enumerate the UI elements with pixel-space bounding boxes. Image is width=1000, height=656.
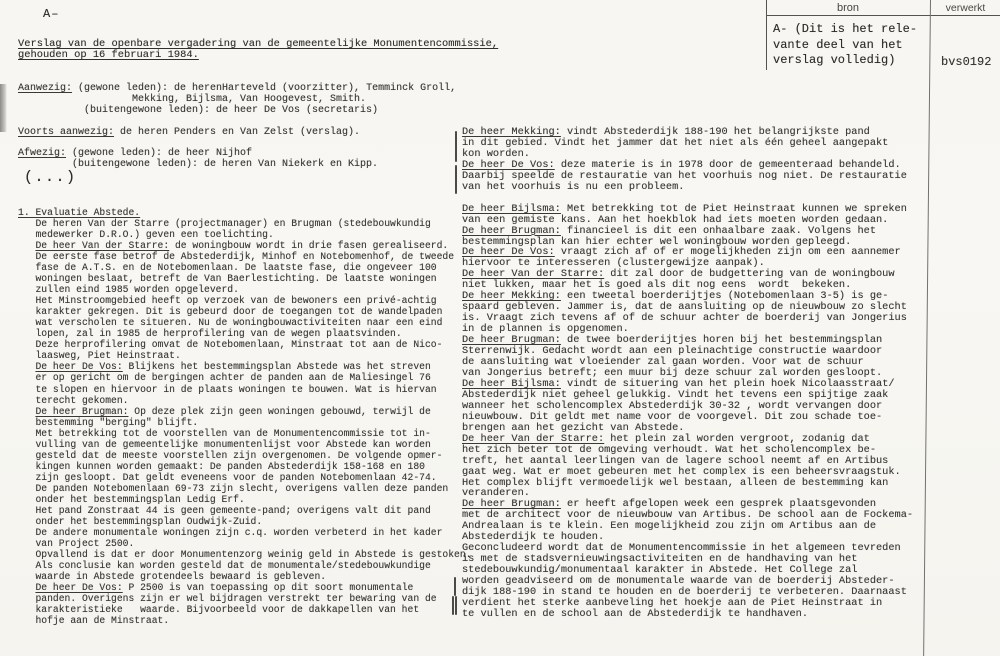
text-line: De heer Brugman: financieel is dit een onhaalbare zaak. Volgens het xyxy=(462,224,877,237)
text-line: er op gericht om de bergingen achter de panden aan de Maliesingel 76 xyxy=(18,372,431,384)
text-line: vante deel van het xyxy=(773,37,903,52)
text-line: is. Vraagt zich tevens af of de schuur achter de boerderij van Jongerius xyxy=(462,312,907,325)
text-line: Andrealaan is te klein. Een mogelijkheid zou zijn om Artibus aan de xyxy=(462,520,877,533)
text-line: A- (Dit is het rele- xyxy=(773,22,918,36)
text-line: nieuwbouw. Dit geldt met name voor de voorgevel. Dit zou schade toe- xyxy=(462,410,883,423)
text-line: onder het bestemmingsplan Oudwijk-Zuid. xyxy=(18,515,263,527)
text-line: het zich beter tot de omgeving verhoudt. Wat het scholencomplex be- xyxy=(462,443,877,456)
text-line: terecht gekomen. xyxy=(18,394,129,406)
text-line: Sterrenwijk. Gedacht wordt aan een pleinachtige constructie waardoor xyxy=(462,345,883,358)
text-line: zijn gesloopt. Dat geldt eveneens voor de panden Notebomenlaan 42-74. xyxy=(18,471,437,483)
margin-pen-mark xyxy=(455,131,457,162)
text-line: met de architect voor de nieuwbouw van Artibus. De school aan de Fockema- xyxy=(462,509,914,522)
text-line: De heer Van der Starre: de woningbouw wordt in drie fasen gerealiseerd. xyxy=(35,240,449,252)
text-line: van een gemiste kans. Aan het hoekblok had iets moeten worden gedaan. xyxy=(462,213,889,226)
text-line: bestemmingsplan kan hier echter wel woningbouw worden gepleegd. xyxy=(462,235,852,248)
text-line: hiervoor te interesseren (clustergewijze aanpak). xyxy=(462,257,765,270)
text-line: De heer Mekking: vindt Abstederdijk 188-190 het belangrijkste pand xyxy=(462,126,870,138)
text-line: Het complex blijft vermoedelijk wel bestaan, alleen de bestemming kan xyxy=(462,476,889,489)
text-line: te slopen en hiervoor in de plaats woningen te bouwen. Wat is hiervan xyxy=(18,383,437,395)
text-line: niet lukken, maar het is goed als dit nog eens wordt bekeken. xyxy=(462,279,852,292)
text-line: treft, het aantal leerlingen van de lagere school neemt af en Artibus xyxy=(462,454,889,467)
text-line: worden geadviseerd om de monumentale waarde van de boerderij Absteder- xyxy=(462,575,895,588)
text-line: van Jongerius betreft; een muur bij deze schuur zal worden gesloopt. xyxy=(462,366,883,379)
text-line: Mekking, Bijlsma, Van Hoogevest, Smith. xyxy=(18,93,367,105)
stamp-verwerkt-label: verwerkt xyxy=(945,2,986,14)
text-line: in dit gebied. Vindt het jammer dat het niet als één geheel aangepakt xyxy=(462,136,889,149)
text-line: onder het bestemmingsplan Ledig Erf. xyxy=(18,493,245,505)
text-line: waarde in Abstede grotendeels bewaard is gebleven. xyxy=(18,571,327,583)
text-line: woningen beslaat, betreft de Van Baerlestichting. De laatste woningen xyxy=(18,273,437,285)
margin-pen-mark xyxy=(452,596,454,615)
text-line: is met de stadsvernieuwingsactiviteiten en de handhaving van het xyxy=(462,553,858,566)
text-line: De heer De Vos: deze materie is in 1978 door de gemeenteraad behandeld. xyxy=(462,158,901,171)
document-corner-label: A– xyxy=(43,7,60,21)
text-line: Deze herprofilering omvat de Notebomenlaan, Minstraat tot aan de Nico- xyxy=(18,339,443,351)
text-line: (buitengewone leden): de heren Van Niekerk en Kipp. xyxy=(18,158,379,170)
stamp-note xyxy=(773,22,917,69)
text-line: (buitengewone leden): de heer De Vos (secretaris) xyxy=(18,104,379,116)
text-line: De heer Bijlsma: vindt de situering van het plein hoek Nicolaasstraat/ xyxy=(462,377,895,390)
text-line: De eerste fase betrof de Abstederdijk, Minhof en Notebomenhof, de tweede xyxy=(18,251,455,263)
document-title xyxy=(18,39,498,61)
text-line: De heer Van der Starre: het plein zal worden vergroot, zodanig dat xyxy=(462,432,870,445)
text-line: De heer Mekking: een tweetal boerderijtjes (Notebomenlaan 3-5) is ge- xyxy=(462,290,889,303)
text-line: Voorts aanwezig: de heren Penders en Van Zelst (verslag). xyxy=(18,127,361,138)
text-line: De heer Bijlsma: Met betrekking tot de Piet Heinstraat kunnen we spreken xyxy=(462,202,907,215)
text-line: de aansluiting wat vloeiender zal gaan worden. Voor wat de schuur xyxy=(462,356,864,369)
text-line: van Project 2500. xyxy=(18,537,135,549)
text-line: Aanwezig: (gewone leden): de herenHarteveld (voorzitter), Temminck Groll, xyxy=(18,83,457,94)
stamp-bron-label: bron xyxy=(836,2,860,14)
text-line: karakter gekregen. Dit is gebeurd door de toegangen tot de wandelpaden xyxy=(18,306,443,318)
text-line: Het pand Zonstraat 44 is geen gemeente-pand; overigens valt dit pand xyxy=(18,504,431,516)
attendance-absent xyxy=(18,149,378,171)
margin-pen-mark xyxy=(455,165,457,194)
text-line: De heer Brugman: de twee boerderijtjes horen bij het bestemmingsplan xyxy=(462,334,883,347)
text-line: De andere monumentale woningen zijn c.q. worden verbeterd in het kader xyxy=(18,526,443,538)
text-line: De heer Brugman: er heeft afgelopen week een gesprek plaatsgevonden xyxy=(462,498,877,511)
text-line: 1. Evaluatie Abstede. xyxy=(18,207,141,218)
margin-pen-mark xyxy=(455,596,457,615)
text-line: Met betrekking tot de voorstellen van de Monumentencommissie tot in- xyxy=(18,427,431,439)
text-line: karakteristieke waarde. Bijvoorbeeld voor de dakkapellen van het xyxy=(18,604,420,616)
scan-edge-artifact xyxy=(0,84,7,132)
text-line: Daarbij speelde de restauratie van het voorhuis nog niet. De restauratie xyxy=(462,169,907,182)
text-line: verslag volledig) xyxy=(773,53,896,67)
text-line: dijk 188-190 in stand te houden en de boerderij te verbeteren. Daarnaast xyxy=(462,586,907,599)
text-line: medewerker D.R.O.) geven een toelichting. xyxy=(18,229,274,241)
right-column xyxy=(462,127,932,620)
text-line: Het Minstroomgebied heeft op verzoek van de bewoners een privé-achtig xyxy=(18,295,437,307)
text-line: veranderen. xyxy=(462,487,530,500)
text-line: spaard gebleven. Jammer is, dat de aansluiting op de nieuwbouw zo slecht xyxy=(462,301,907,314)
text-line: gaat weg. Wat er moet gebeuren met het complex is een beheersvraagstuk. xyxy=(462,465,901,478)
text-line: De heer De Vos: P 2500 is van toepassing op dit soort monumentale xyxy=(35,582,414,594)
stamp-divider-horizontal xyxy=(766,15,1000,16)
text-line: hofje aan de Minstraat. xyxy=(18,615,170,627)
text-line: panden. Overigens zijn er wel bijdragen verstrekt ter bewaring van de xyxy=(18,593,437,605)
text-line: Abstederdijk niet geheel gelukkig. Vindt het tevens een spijtige zaak xyxy=(462,388,889,401)
text-line: gehouden op 16 februari 1984. xyxy=(18,49,199,62)
text-line: Abstederdijk te houden. xyxy=(462,531,605,544)
ellipsis-mark: (...) xyxy=(24,169,77,186)
text-line: wanneer het scholencomplex Abstederdijk 30-32 , wordt vervangen door xyxy=(462,399,883,412)
text-line: De heer De Vos: vraagt zich af of er mogelijkheden zijn om een aannemer xyxy=(462,246,901,259)
text-line: te vullen en de school aan de Abstederdijk te handhaven. xyxy=(462,607,809,620)
text-line: fase de A.T.S. en de Notebomenlaan. De laatste fase, die ongeveer 100 xyxy=(18,262,437,274)
text-line: laasweg, Piet Heinstraat. xyxy=(18,350,181,362)
margin-pen-mark xyxy=(454,577,456,596)
text-line: verdient het sterke aanbeveling het hoekje aan de Piet Heinstraat in xyxy=(462,596,883,609)
text-line: brengen aan het gezicht van Abstede. xyxy=(462,421,685,434)
text-line: wat verscholen te situeren. Nu de woningbouwactiviteiten naar een eind xyxy=(18,317,443,329)
text-line: De heer Van der Starre: dit zal door de budgettering van de woningbouw xyxy=(462,268,895,281)
text-line: zullen eind 1985 worden opgeleverd. xyxy=(18,284,239,296)
text-line: De panden Notebomenlaan 69-73 zijn slecht, overigens vallen deze panden xyxy=(18,482,449,494)
text-line: De heren Van der Starre (projectmanager) en Brugman (stedebouwkundig xyxy=(18,218,431,230)
text-line: gesteld dat de meeste voorstellen zijn overgenomen. De volgende opmer- xyxy=(18,449,443,461)
text-line: Afwezig: (gewone leden): de heer Nijhof xyxy=(18,148,253,159)
text-line: Opvallend is dat er door Monumentenzorg weinig geld in Abstede is gestoken. xyxy=(18,548,472,560)
text-line: in de plannen is opgenomen. xyxy=(462,323,629,336)
left-column xyxy=(18,207,488,626)
stamp-code: bvs0192 xyxy=(941,55,992,69)
text-line: lopen, zal in 1985 de herprofilering van de wegen plaatsvinden. xyxy=(18,328,402,340)
text-line: De heer Brugman: Op deze plek zijn geen woningen gebouwd, terwijl de xyxy=(35,405,431,417)
text-line: Geconcludeerd wordt dat de Monumentencommissie in het algemeen tevreden xyxy=(462,542,901,555)
text-line: kon worden. xyxy=(462,147,530,160)
text-line: stedebouwkundig/monumentaal karakter in Abstede. Het College zal xyxy=(462,564,858,577)
text-line: kingen kunnen worden gemaakt: De panden Abstederdijk 158-168 en 180 xyxy=(18,460,425,472)
attendance-also-present xyxy=(18,128,360,139)
text-line: De heer De Vos: Blijkens het bestemmingsplan Abstede was het streven xyxy=(35,361,431,373)
text-line: Verslag van de openbare vergadering van de gemeentelijke Monumentencommissie, xyxy=(18,38,499,50)
text-line: vulling van de gemeentelijke monumentenlijst voor Abstede kan worden xyxy=(18,438,431,450)
text-line: Als conclusie kan worden gesteld dat de monumentale/stedebouwkundige xyxy=(18,560,431,571)
text-line: van het voorhuis is nu een probleem. xyxy=(462,180,685,193)
attendance-present xyxy=(18,84,456,117)
text-line: bestemming "berging" blijft. xyxy=(18,416,199,428)
